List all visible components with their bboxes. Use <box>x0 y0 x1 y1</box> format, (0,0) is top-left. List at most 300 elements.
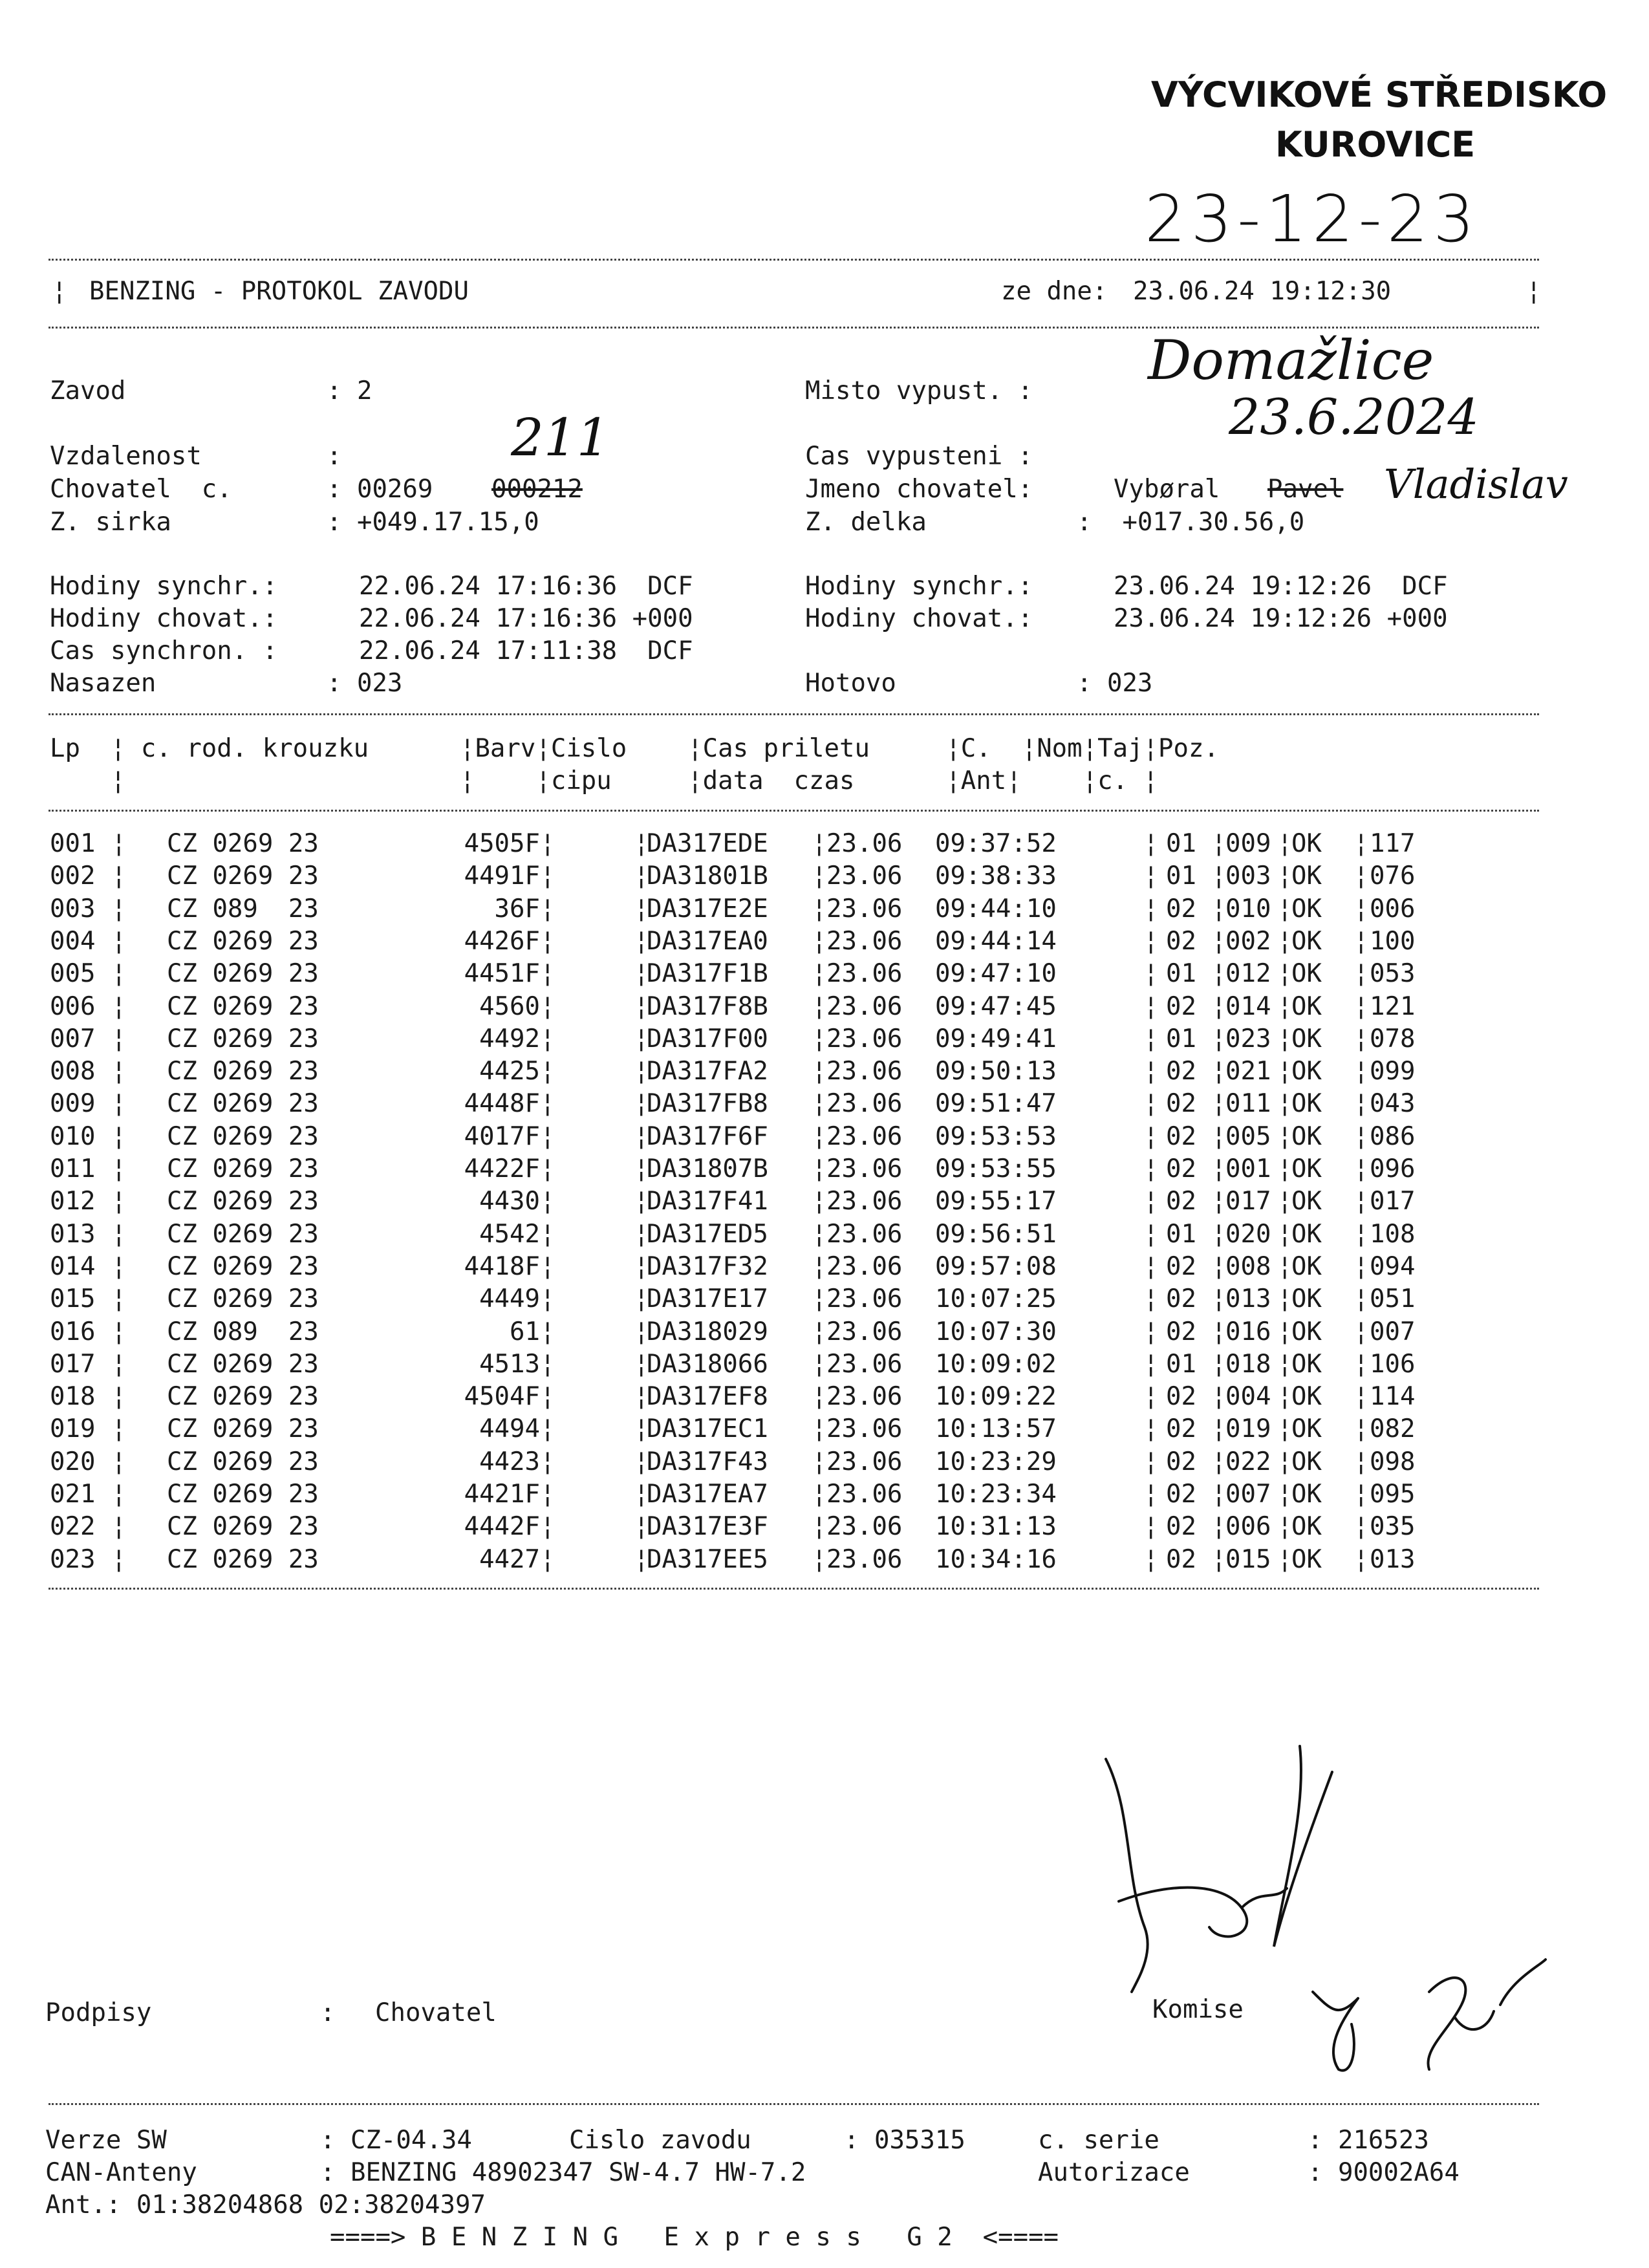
row-lp: 018 <box>50 1382 96 1412</box>
row-ring: CZ 0269 23 <box>167 1512 319 1542</box>
row-separator: ¦ <box>540 926 555 956</box>
row-ring: CZ 0269 23 <box>167 1089 319 1119</box>
row-separator: ¦ <box>1143 1480 1159 1509</box>
row-taj: OK <box>1291 1024 1322 1053</box>
row-ring: CZ 0269 23 <box>167 861 319 891</box>
row-separator: ¦ <box>1353 1089 1369 1119</box>
row-separator: ¦ <box>1211 1480 1227 1509</box>
row-lp: 022 <box>50 1512 96 1542</box>
row-separator: ¦ <box>1143 926 1159 956</box>
row-separator: ¦ <box>1277 1512 1293 1542</box>
row-separator: ¦ <box>1143 991 1159 1021</box>
row-separator: ¦ <box>1143 1057 1159 1086</box>
row-antenna: 02 <box>1166 894 1196 923</box>
row-separator: ¦ <box>111 829 127 858</box>
row-nom: 015 <box>1225 1544 1271 1574</box>
row-ring: CZ 0269 23 <box>167 959 319 989</box>
row-separator: ¦ <box>111 991 127 1021</box>
row-separator: ¦ <box>634 1284 649 1314</box>
row-separator: ¦ <box>812 1480 827 1509</box>
row-separator: ¦ <box>540 1089 555 1119</box>
row-position: 035 <box>1370 1512 1416 1542</box>
row-separator: ¦ <box>1277 861 1293 891</box>
row-nom: 011 <box>1225 1089 1271 1119</box>
row-separator: ¦ <box>1143 829 1159 858</box>
row-separator: ¦ <box>1211 861 1227 891</box>
row-separator: ¦ <box>1353 1284 1369 1314</box>
row-chip: DA31801B <box>647 861 768 891</box>
jmeno-struck: Pavel <box>1267 475 1344 504</box>
sync-l2-value: 22.06.24 17:16:36 +000 <box>359 604 693 633</box>
row-ring: CZ 0269 23 <box>167 1121 319 1151</box>
can-value: : BENZING 48902347 SW-4.7 HW-7.2 <box>320 2158 806 2187</box>
table-row <box>0 861 1649 894</box>
row-nom: 005 <box>1225 1121 1271 1151</box>
row-separator: ¦ <box>1143 1447 1159 1476</box>
row-separator: ¦ <box>1277 1121 1293 1151</box>
commission-signature <box>1300 1953 1558 2082</box>
row-antenna: 02 <box>1166 1317 1196 1346</box>
stamp-line-2: KUROVICE <box>1275 124 1476 165</box>
row-nom: 013 <box>1225 1284 1271 1314</box>
row-lp: 023 <box>50 1544 96 1574</box>
row-time: 09:37:52 <box>935 829 1057 858</box>
row-ring-number: 4422F <box>464 1154 540 1183</box>
row-separator: ¦ <box>111 1382 127 1412</box>
row-time: 09:49:41 <box>935 1024 1057 1053</box>
row-separator: ¦ <box>1277 959 1293 989</box>
row-separator: ¦ <box>812 1024 827 1053</box>
row-separator: ¦ <box>111 959 127 989</box>
row-taj: OK <box>1291 1544 1322 1574</box>
row-ring-number: 4421F <box>464 1480 540 1509</box>
row-ring: CZ 0269 23 <box>167 1154 319 1183</box>
row-position: 007 <box>1370 1317 1416 1346</box>
row-separator: ¦ <box>111 1219 127 1249</box>
row-date: 23.06 <box>826 1154 903 1183</box>
row-date: 23.06 <box>826 991 903 1021</box>
misto-label: Misto vypust. : <box>805 376 1033 405</box>
row-separator: ¦ <box>1143 1024 1159 1053</box>
row-separator: ¦ <box>1143 1154 1159 1183</box>
row-ring: CZ 0269 23 <box>167 1024 319 1053</box>
row-taj: OK <box>1291 829 1322 858</box>
chovatel-label: Chovatel c. <box>50 475 232 504</box>
row-separator: ¦ <box>812 1544 827 1574</box>
row-separator: ¦ <box>1211 1447 1227 1476</box>
row-date: 23.06 <box>826 1414 903 1444</box>
row-chip: DA317EA7 <box>647 1480 768 1509</box>
row-separator: ¦ <box>1143 1317 1159 1346</box>
row-time: 09:44:10 <box>935 894 1057 923</box>
row-chip: DA317F00 <box>647 1024 768 1053</box>
sync-r4-label: Hotovo <box>805 669 896 698</box>
row-separator: ¦ <box>111 1089 127 1119</box>
row-nom: 020 <box>1225 1219 1271 1249</box>
row-separator: ¦ <box>812 1284 827 1314</box>
row-separator: ¦ <box>1277 1284 1293 1314</box>
row-date: 23.06 <box>826 1024 903 1053</box>
row-nom: 012 <box>1225 959 1271 989</box>
row-separator: ¦ <box>1211 926 1227 956</box>
row-ring: CZ 089 23 <box>167 894 319 923</box>
verze-value: : CZ-04.34 <box>320 2126 472 2155</box>
row-lp: 002 <box>50 861 96 891</box>
row-ring-number: 4494 <box>479 1414 540 1444</box>
sync-r1-label: Hodiny synchr.: <box>805 572 1033 601</box>
row-separator: ¦ <box>1211 1544 1227 1574</box>
row-antenna: 02 <box>1166 1187 1196 1216</box>
row-separator: ¦ <box>1353 1187 1369 1216</box>
table-top-rule <box>48 713 1539 715</box>
table-row <box>0 1252 1649 1284</box>
row-position: 086 <box>1370 1121 1416 1151</box>
row-time: 09:47:45 <box>935 991 1057 1021</box>
row-chip: DA317F43 <box>647 1447 768 1476</box>
row-separator: ¦ <box>111 1121 127 1151</box>
table-row <box>0 829 1649 861</box>
row-chip: DA317F1B <box>647 959 768 989</box>
row-separator: ¦ <box>634 1219 649 1249</box>
row-ring: CZ 0269 23 <box>167 991 319 1021</box>
row-separator: ¦ <box>1277 991 1293 1021</box>
table-bottom-rule <box>48 1588 1539 1590</box>
table-header-line-2: ¦ ¦ ¦cipu ¦data czas ¦Ant¦ ¦c. ¦ <box>50 766 1159 795</box>
row-nom: 009 <box>1225 829 1271 858</box>
row-separator: ¦ <box>1353 926 1369 956</box>
row-taj: OK <box>1291 1057 1322 1086</box>
row-ring: CZ 0269 23 <box>167 1480 319 1509</box>
sync-l1-label: Hodiny synchr.: <box>50 572 278 601</box>
row-separator: ¦ <box>1211 1349 1227 1379</box>
row-antenna: 01 <box>1166 959 1196 989</box>
row-date: 23.06 <box>826 1447 903 1476</box>
table-row <box>0 1024 1649 1057</box>
row-chip: DA318066 <box>647 1349 768 1379</box>
row-chip: DA317E17 <box>647 1284 768 1314</box>
row-separator: ¦ <box>111 1284 127 1314</box>
row-time: 09:53:55 <box>935 1154 1057 1183</box>
row-separator: ¦ <box>540 1349 555 1379</box>
row-separator: ¦ <box>1211 1154 1227 1183</box>
table-row <box>0 927 1649 959</box>
row-date: 23.06 <box>826 1512 903 1542</box>
row-separator: ¦ <box>1353 861 1369 891</box>
row-position: 106 <box>1370 1349 1416 1379</box>
row-nom: 003 <box>1225 861 1271 891</box>
row-time: 10:07:30 <box>935 1317 1057 1346</box>
row-position: 099 <box>1370 1057 1416 1086</box>
document-title: BENZING - PROTOKOL ZAVODU <box>89 277 469 306</box>
row-separator: ¦ <box>1143 1219 1159 1249</box>
row-separator: ¦ <box>634 1480 649 1509</box>
row-antenna: 02 <box>1166 1414 1196 1444</box>
row-time: 10:31:13 <box>935 1512 1057 1542</box>
row-ring: CZ 0269 23 <box>167 1057 319 1086</box>
table-row <box>0 1545 1649 1577</box>
row-separator: ¦ <box>1353 1219 1369 1249</box>
row-time: 10:07:25 <box>935 1284 1057 1314</box>
row-separator: ¦ <box>1277 894 1293 923</box>
row-separator: ¦ <box>1211 1251 1227 1281</box>
row-chip: DA317E3F <box>647 1512 768 1542</box>
row-separator: ¦ <box>1211 1512 1227 1542</box>
row-antenna: 01 <box>1166 861 1196 891</box>
row-separator: ¦ <box>1277 1089 1293 1119</box>
row-separator: ¦ <box>1353 894 1369 923</box>
row-separator: ¦ <box>540 1480 555 1509</box>
row-antenna: 02 <box>1166 1284 1196 1314</box>
row-taj: OK <box>1291 1284 1322 1314</box>
row-separator: ¦ <box>634 991 649 1021</box>
row-date: 23.06 <box>826 1121 903 1151</box>
sync-r4-value: : 023 <box>1077 669 1153 698</box>
row-ring-number: 4426F <box>464 926 540 956</box>
row-separator: ¦ <box>812 959 827 989</box>
row-separator: ¦ <box>634 894 649 923</box>
row-separator: ¦ <box>1143 894 1159 923</box>
row-separator: ¦ <box>634 1414 649 1444</box>
row-separator: ¦ <box>1277 926 1293 956</box>
row-separator: ¦ <box>540 894 555 923</box>
can-label: CAN-Anteny <box>45 2158 197 2187</box>
row-lp: 020 <box>50 1447 96 1476</box>
row-time: 10:23:34 <box>935 1480 1057 1509</box>
row-chip: DA317EE5 <box>647 1544 768 1574</box>
row-ring-number: 4448F <box>464 1089 540 1119</box>
row-separator: ¦ <box>1143 1544 1159 1574</box>
row-nom: 016 <box>1225 1317 1271 1346</box>
row-taj: OK <box>1291 1480 1322 1509</box>
row-ring-number: 4491F <box>464 861 540 891</box>
row-separator: ¦ <box>540 1121 555 1151</box>
row-separator: ¦ <box>111 1512 127 1542</box>
row-separator: ¦ <box>1211 1187 1227 1216</box>
table-row <box>0 1480 1649 1512</box>
row-separator: ¦ <box>634 1154 649 1183</box>
row-separator: ¦ <box>634 1317 649 1346</box>
row-time: 10:13:57 <box>935 1414 1057 1444</box>
row-antenna: 02 <box>1166 991 1196 1021</box>
table-row <box>0 1284 1649 1317</box>
row-chip: DA317F32 <box>647 1251 768 1281</box>
sync-r2-value: 23.06.24 19:12:26 +000 <box>1114 604 1448 633</box>
row-taj: OK <box>1291 1187 1322 1216</box>
row-separator: ¦ <box>1277 1414 1293 1444</box>
row-separator: ¦ <box>1277 1187 1293 1216</box>
row-nom: 019 <box>1225 1414 1271 1444</box>
ant-line: Ant.: 01:38204868 02:38204397 <box>45 2190 486 2219</box>
row-antenna: 02 <box>1166 1154 1196 1183</box>
row-taj: OK <box>1291 1349 1322 1379</box>
sync-r1-value: 23.06.24 19:12:26 DCF <box>1114 572 1448 601</box>
autorizace-value: : 90002A64 <box>1308 2158 1460 2187</box>
row-chip: DA317F8B <box>647 991 768 1021</box>
row-separator: ¦ <box>1353 1382 1369 1412</box>
row-taj: OK <box>1291 861 1322 891</box>
table-row <box>0 1317 1649 1350</box>
row-separator: ¦ <box>540 1024 555 1053</box>
row-ring: CZ 0269 23 <box>167 1251 319 1281</box>
row-separator: ¦ <box>1143 1414 1159 1444</box>
row-separator: ¦ <box>812 926 827 956</box>
row-chip: DA317FB8 <box>647 1089 768 1119</box>
row-separator: ¦ <box>1143 1382 1159 1412</box>
jmeno-label: Jmeno chovatel: <box>805 475 1033 504</box>
table-row <box>0 1382 1649 1414</box>
row-separator: ¦ <box>540 1447 555 1476</box>
row-ring-number: 4505F <box>464 829 540 858</box>
row-ring-number: 4560 <box>479 991 540 1021</box>
row-separator: ¦ <box>540 991 555 1021</box>
row-separator: ¦ <box>812 861 827 891</box>
row-separator: ¦ <box>812 1251 827 1281</box>
row-separator: ¦ <box>540 1382 555 1412</box>
row-ring: CZ 0269 23 <box>167 1187 319 1216</box>
podpisy-sep: : <box>320 1998 336 2027</box>
row-nom: 022 <box>1225 1447 1271 1476</box>
row-separator: ¦ <box>634 829 649 858</box>
row-separator: ¦ <box>634 1447 649 1476</box>
row-separator: ¦ <box>812 1349 827 1379</box>
row-separator: ¦ <box>1353 829 1369 858</box>
row-chip: DA317EC1 <box>647 1414 768 1444</box>
vzdalenost-label: Vzdalenost <box>50 442 202 471</box>
row-taj: OK <box>1291 1317 1322 1346</box>
row-lp: 011 <box>50 1154 96 1183</box>
row-date: 23.06 <box>826 861 903 891</box>
row-separator: ¦ <box>1353 1024 1369 1053</box>
row-separator: ¦ <box>1353 1121 1369 1151</box>
serie-value: : 216523 <box>1308 2126 1429 2155</box>
verze-label: Verze SW <box>45 2126 167 2155</box>
row-separator: ¦ <box>812 1317 827 1346</box>
table-row <box>0 1512 1649 1544</box>
row-separator: ¦ <box>111 1057 127 1086</box>
row-position: 051 <box>1370 1284 1416 1314</box>
row-position: 053 <box>1370 959 1416 989</box>
row-separator: ¦ <box>111 1447 127 1476</box>
row-date: 23.06 <box>826 1187 903 1216</box>
row-time: 09:57:08 <box>935 1251 1057 1281</box>
row-separator: ¦ <box>634 1382 649 1412</box>
row-separator: ¦ <box>1211 991 1227 1021</box>
row-position: 006 <box>1370 894 1416 923</box>
row-position: 094 <box>1370 1251 1416 1281</box>
row-ring-number: 4504F <box>464 1382 540 1412</box>
row-separator: ¦ <box>634 1187 649 1216</box>
komise-label: Komise <box>1152 1995 1244 2024</box>
row-ring-number: 4449 <box>479 1284 540 1314</box>
cas-vypusteni-label: Cas vypusteni : <box>805 442 1033 471</box>
row-ring-number: 4430 <box>479 1187 540 1216</box>
zavod-value: : 2 <box>327 376 372 405</box>
row-lp: 004 <box>50 926 96 956</box>
row-position: 043 <box>1370 1089 1416 1119</box>
row-separator: ¦ <box>1277 829 1293 858</box>
row-date: 23.06 <box>826 1544 903 1574</box>
row-separator: ¦ <box>1143 1512 1159 1542</box>
row-separator: ¦ <box>1353 1512 1369 1542</box>
row-taj: OK <box>1291 1121 1322 1151</box>
row-antenna: 02 <box>1166 1121 1196 1151</box>
header-bar-left: ¦ <box>52 277 67 306</box>
row-ring-number: 4427 <box>479 1544 540 1574</box>
row-position: 121 <box>1370 991 1416 1021</box>
sync-l3-value: 22.06.24 17:11:38 DCF <box>359 636 693 665</box>
row-nom: 001 <box>1225 1154 1271 1183</box>
row-nom: 017 <box>1225 1187 1271 1216</box>
top-rule <box>48 259 1539 261</box>
row-separator: ¦ <box>1143 1089 1159 1119</box>
row-separator: ¦ <box>1211 1219 1227 1249</box>
row-separator: ¦ <box>111 1024 127 1053</box>
row-taj: OK <box>1291 1382 1322 1412</box>
row-date: 23.06 <box>826 1089 903 1119</box>
row-separator: ¦ <box>812 894 827 923</box>
table-row <box>0 1350 1649 1382</box>
row-taj: OK <box>1291 991 1322 1021</box>
row-ring: CZ 0269 23 <box>167 1219 319 1249</box>
row-separator: ¦ <box>1353 1317 1369 1346</box>
table-row <box>0 1447 1649 1480</box>
row-position: 076 <box>1370 861 1416 891</box>
row-separator: ¦ <box>634 861 649 891</box>
row-chip: DA317ED5 <box>647 1219 768 1249</box>
row-time: 09:53:53 <box>935 1121 1057 1151</box>
row-separator: ¦ <box>111 1317 127 1346</box>
row-lp: 019 <box>50 1414 96 1444</box>
row-separator: ¦ <box>1143 1251 1159 1281</box>
row-nom: 010 <box>1225 894 1271 923</box>
header-date-label: ze dne: <box>1001 277 1108 306</box>
row-separator: ¦ <box>1211 1024 1227 1053</box>
row-antenna: 02 <box>1166 1057 1196 1086</box>
row-separator: ¦ <box>812 1512 827 1542</box>
row-separator: ¦ <box>540 1544 555 1574</box>
row-time: 09:47:10 <box>935 959 1057 989</box>
row-separator: ¦ <box>634 1251 649 1281</box>
row-separator: ¦ <box>111 1349 127 1379</box>
row-separator: ¦ <box>1277 1219 1293 1249</box>
row-date: 23.06 <box>826 1317 903 1346</box>
row-lp: 012 <box>50 1187 96 1216</box>
row-antenna: 02 <box>1166 1382 1196 1412</box>
autorizace-label: Autorizace <box>1038 2158 1190 2187</box>
row-separator: ¦ <box>1277 1480 1293 1509</box>
handwritten-date: 23.6.2024 <box>1229 388 1479 446</box>
row-separator: ¦ <box>812 1089 827 1119</box>
row-date: 23.06 <box>826 894 903 923</box>
row-position: 108 <box>1370 1219 1416 1249</box>
row-separator: ¦ <box>1277 1317 1293 1346</box>
chovatel-struck: 000212 <box>491 475 583 504</box>
row-position: 096 <box>1370 1154 1416 1183</box>
table-row <box>0 1057 1649 1089</box>
jmeno-value: Vybøral <box>1114 475 1220 504</box>
row-chip: DA317FA2 <box>647 1057 768 1086</box>
sync-r2-label: Hodiny chovat.: <box>805 604 1033 633</box>
row-separator: ¦ <box>111 926 127 956</box>
row-separator: ¦ <box>1211 894 1227 923</box>
row-date: 23.06 <box>826 1284 903 1314</box>
row-ring: CZ 0269 23 <box>167 1382 319 1412</box>
stamp-line-1: VÝCVIKOVÉ STŘEDISKO <box>1151 74 1608 115</box>
row-separator: ¦ <box>1353 1251 1369 1281</box>
row-separator: ¦ <box>1211 959 1227 989</box>
row-separator: ¦ <box>812 1382 827 1412</box>
row-chip: DA318029 <box>647 1317 768 1346</box>
